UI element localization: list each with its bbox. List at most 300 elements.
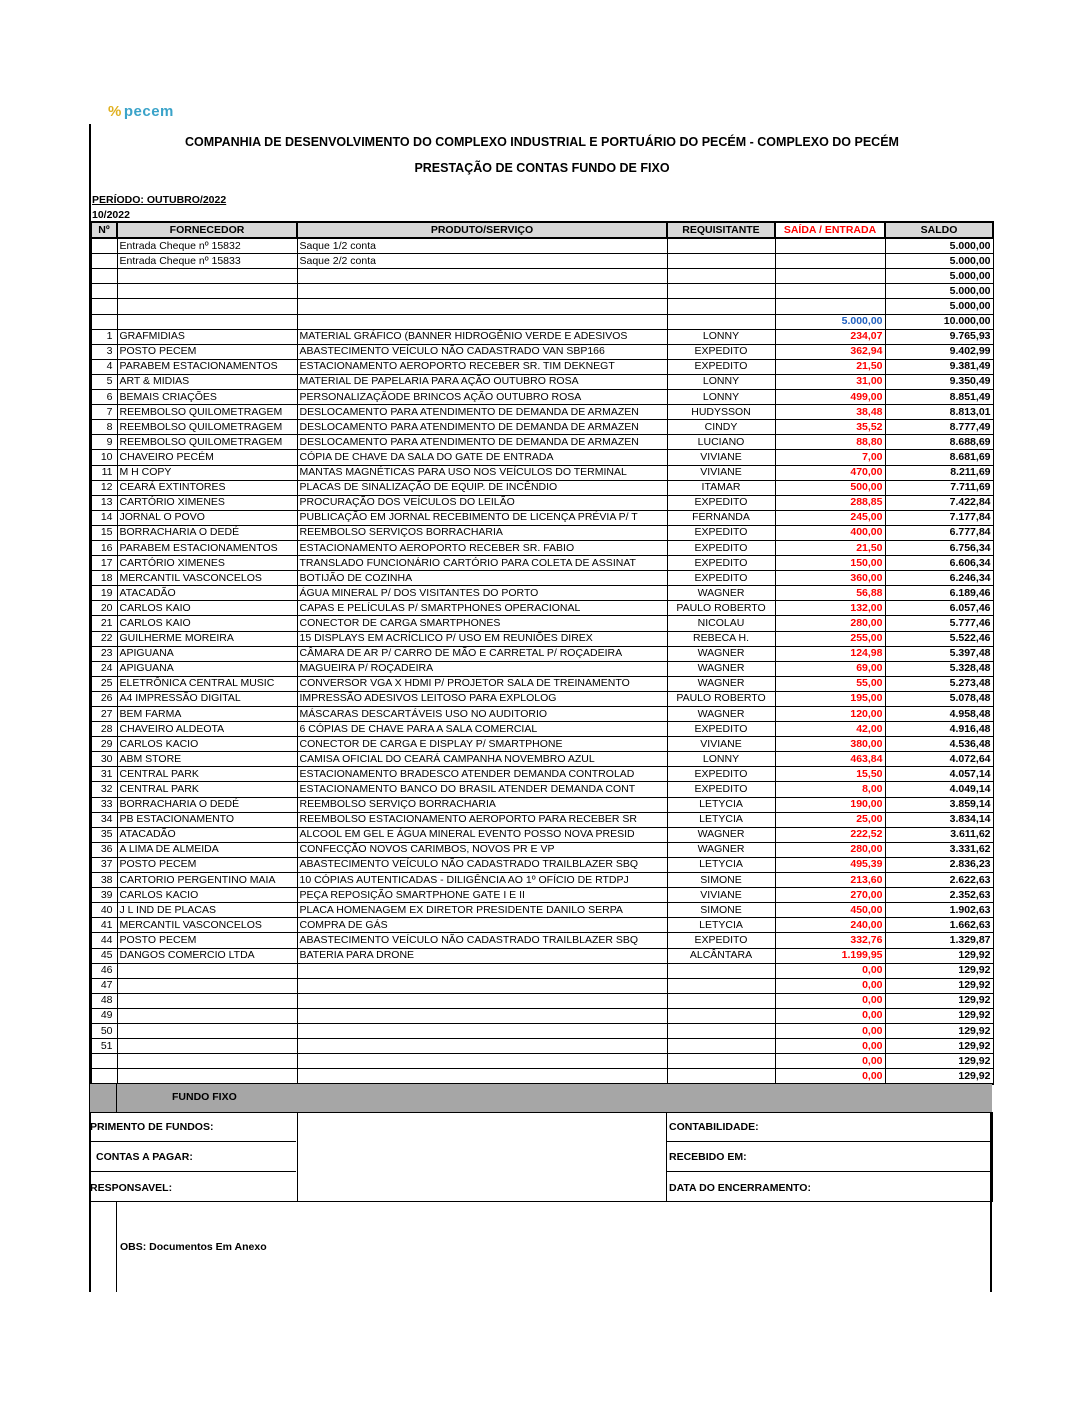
row-number: 25 (91, 676, 117, 691)
row-amount: 1.199,95 (775, 948, 885, 963)
row-balance: 5.000,00 (885, 238, 993, 254)
row-requester (667, 1069, 775, 1085)
row-number: 26 (91, 691, 117, 706)
row-number: 29 (91, 737, 117, 752)
pecem-logo (108, 103, 174, 120)
table-row (91, 616, 993, 631)
row-supplier: J L IND DE PLACAS (117, 903, 297, 918)
row-number (91, 269, 117, 284)
row-number: 15 (91, 525, 117, 540)
row-balance: 8.851,49 (885, 390, 993, 405)
table-row (91, 707, 993, 722)
row-number: 50 (91, 1023, 117, 1038)
col-header-product: PRODUTO/SERVIÇO (297, 222, 667, 238)
row-number: 16 (91, 540, 117, 555)
row-requester: FERNANDA (667, 510, 775, 525)
row-supplier: Entrada Cheque nº 15833 (117, 254, 297, 269)
row-requester: EXPEDITO (667, 525, 775, 540)
col-header-supplier: FORNECEDOR (117, 222, 297, 238)
row-amount: 380,00 (775, 737, 885, 752)
footer-divider-4 (666, 1171, 991, 1172)
table-row (91, 405, 993, 420)
table-row (91, 888, 993, 903)
row-supplier: APIGUANA (117, 646, 297, 661)
row-amount: 69,00 (775, 661, 885, 676)
table-row (91, 269, 993, 284)
row-balance: 5.777,46 (885, 616, 993, 631)
row-number: 36 (91, 842, 117, 857)
row-supplier: MERCANTIL VASCONCELOS (117, 571, 297, 586)
row-product: 6 CÓPIAS DE CHAVE PARA A SALA COMERCIAL (297, 722, 667, 737)
row-supplier (117, 1008, 297, 1023)
row-product: REEMBOLSO SERVIÇO BORRACHARIA (297, 797, 667, 812)
row-supplier: GUILHERME MOREIRA (117, 631, 297, 646)
row-requester: LONNY (667, 329, 775, 344)
row-requester: EXPEDITO (667, 782, 775, 797)
row-amount: 25,00 (775, 812, 885, 827)
row-balance: 7.422,84 (885, 495, 993, 510)
table-row (91, 480, 993, 495)
table-row (91, 525, 993, 540)
row-supplier: CARLOS KAIO (117, 601, 297, 616)
table-row (91, 571, 993, 586)
row-supplier: A LIMA DE ALMEIDA (117, 842, 297, 857)
row-supplier: ATACADÃO (117, 586, 297, 601)
row-number: 4 (91, 359, 117, 374)
row-amount: 463,84 (775, 752, 885, 767)
row-supplier: GRAFMIDIAS (117, 329, 297, 344)
row-requester: EXPEDITO (667, 344, 775, 359)
row-product (297, 978, 667, 993)
row-product: MATERIAL DE PAPELARIA PARA AÇÃO OUTUBRO ROSA (297, 374, 667, 389)
row-requester: VIVIANE (667, 888, 775, 903)
col-header-number: Nº (91, 222, 117, 238)
col-header-requester: REQUISITANTE (667, 222, 775, 238)
row-balance: 6.756,34 (885, 540, 993, 555)
row-product (297, 269, 667, 284)
col-header-amount: SAÍDA / ENTRADA (775, 222, 885, 238)
row-supplier: M H COPY (117, 465, 297, 480)
row-number: 48 (91, 993, 117, 1008)
row-product (297, 963, 667, 978)
row-product: ESTACIONAMENTO AEROPORTO RECEBER SR. FABIO (297, 540, 667, 555)
row-balance: 129,92 (885, 1023, 993, 1038)
row-balance: 129,92 (885, 993, 993, 1008)
row-product: ABASTECIMENTO VEÍCULO NÃO CADASTRADO TRAILBLAZER SBQ (297, 933, 667, 948)
row-number: 17 (91, 556, 117, 571)
row-supplier: CENTRAL PARK (117, 767, 297, 782)
row-balance: 3.834,14 (885, 812, 993, 827)
row-number: 14 (91, 510, 117, 525)
table-row (91, 510, 993, 525)
row-amount: 222,52 (775, 827, 885, 842)
row-number: 51 (91, 1039, 117, 1054)
row-supplier (117, 978, 297, 993)
row-balance: 8.681,69 (885, 450, 993, 465)
expenses-table (90, 221, 994, 1085)
row-product: 15 DISPLAYS EM ACRÍCLICO P/ USO EM REUNIÕES DIREX (297, 631, 667, 646)
row-balance: 4.072,64 (885, 752, 993, 767)
row-supplier: POSTO PECEM (117, 857, 297, 872)
row-amount: 255,00 (775, 631, 885, 646)
row-supplier (117, 284, 297, 299)
table-header (91, 222, 993, 238)
row-amount: 0,00 (775, 1008, 885, 1023)
row-supplier (117, 963, 297, 978)
row-number: 19 (91, 586, 117, 601)
row-supplier: CARLOS KAIO (117, 616, 297, 631)
row-requester: ALCÂNTARA (667, 948, 775, 963)
row-product: MÁSCARAS DESCARTÁVEIS USO NO AUDITORIO (297, 707, 667, 722)
row-amount: 280,00 (775, 842, 885, 857)
row-requester (667, 1008, 775, 1023)
row-balance: 4.536,48 (885, 737, 993, 752)
row-product: ESTACIONAMENTO BRADESCO ATENDER DEMANDA CONTROLAD (297, 767, 667, 782)
row-balance: 5.000,00 (885, 299, 993, 314)
table-row (91, 691, 993, 706)
table-row (91, 827, 993, 842)
row-requester (667, 254, 775, 269)
row-number: 23 (91, 646, 117, 661)
row-requester: LETYCIA (667, 918, 775, 933)
row-product: PLACAS DE SINALIZAÇÃO DE EQUIP. DE INCÊNDIO (297, 480, 667, 495)
row-number: 45 (91, 948, 117, 963)
row-balance: 5.273,48 (885, 676, 993, 691)
row-requester: LONNY (667, 374, 775, 389)
row-supplier: CARLOS KACIO (117, 737, 297, 752)
row-requester: WAGNER (667, 842, 775, 857)
table-row (91, 1008, 993, 1023)
suprimento-label: PRIMENTO DE FUNDOS: (90, 1121, 214, 1133)
row-requester: PAULO ROBERTO (667, 691, 775, 706)
row-supplier: BEM FARMA (117, 707, 297, 722)
table-row (91, 314, 993, 329)
row-requester: ITAMAR (667, 480, 775, 495)
row-product: 10 CÓPIAS AUTENTICADAS - DILIGÊNCIA AO 1º OFÍCIO DE RTDPJ (297, 873, 667, 888)
row-amount: 0,00 (775, 1023, 885, 1038)
row-number: 21 (91, 616, 117, 631)
table-row (91, 254, 993, 269)
row-supplier (117, 993, 297, 1008)
row-requester (667, 1054, 775, 1069)
row-balance: 4.916,48 (885, 722, 993, 737)
row-number: 6 (91, 390, 117, 405)
row-amount: 470,00 (775, 465, 885, 480)
row-balance: 5.078,48 (885, 691, 993, 706)
table-row (91, 329, 993, 344)
row-product: CAMISA OFICIAL DO CEARÁ CAMPANHA NOVEMBRO AZUL (297, 752, 667, 767)
row-balance: 5.522,46 (885, 631, 993, 646)
row-balance: 6.246,34 (885, 571, 993, 586)
row-supplier: BEMAIS CRIAÇÕES (117, 390, 297, 405)
table-row (91, 540, 993, 555)
row-amount (775, 269, 885, 284)
row-number: 7 (91, 405, 117, 420)
row-product: BATERIA PARA DRONE (297, 948, 667, 963)
row-product: IMPRESSÃO ADESIVOS LEITOSO PARA EXPLOLOG (297, 691, 667, 706)
table-row (91, 963, 993, 978)
row-product: CAPAS E PELÍCULAS P/ SMARTPHONES OPERACIONAL (297, 601, 667, 616)
row-number: 12 (91, 480, 117, 495)
row-product: ÁGUA MINERAL P/ DOS VISITANTES DO PORTO (297, 586, 667, 601)
row-amount: 15,50 (775, 767, 885, 782)
row-requester: VIVIANE (667, 737, 775, 752)
row-requester (667, 978, 775, 993)
table-row (91, 1069, 993, 1085)
row-supplier: Entrada Cheque nº 15832 (117, 238, 297, 254)
row-product (297, 1008, 667, 1023)
row-balance: 8.211,69 (885, 465, 993, 480)
table-row (91, 722, 993, 737)
table-row (91, 767, 993, 782)
row-requester (667, 1039, 775, 1054)
row-amount (775, 284, 885, 299)
row-supplier (117, 1039, 297, 1054)
row-balance: 9.381,49 (885, 359, 993, 374)
row-requester: NICOLAU (667, 616, 775, 631)
row-supplier: ART & MIDIAS (117, 374, 297, 389)
footer-divider-3 (666, 1141, 991, 1142)
table-row (91, 465, 993, 480)
row-balance: 129,92 (885, 978, 993, 993)
row-supplier: REEMBOLSO QUILOMETRAGEM (117, 405, 297, 420)
row-amount: 234,07 (775, 329, 885, 344)
row-balance: 2.622,63 (885, 873, 993, 888)
row-requester (667, 963, 775, 978)
row-product: ESTACIONAMENTO BANCO DO BRASIL ATENDER DEMANDA CONT (297, 782, 667, 797)
row-supplier: DANGOS COMERCIO LTDA (117, 948, 297, 963)
row-product: ABASTECIMENTO VEÍCULO NÃO CADASTRADO TRAILBLAZER SBQ (297, 857, 667, 872)
row-amount: 88,80 (775, 435, 885, 450)
row-requester (667, 314, 775, 329)
row-amount: 0,00 (775, 1069, 885, 1085)
row-amount: 213,60 (775, 873, 885, 888)
table-row (91, 1023, 993, 1038)
row-requester: EXPEDITO (667, 722, 775, 737)
row-balance: 5.000,00 (885, 269, 993, 284)
row-supplier: BORRACHARIA O DEDÉ (117, 525, 297, 540)
row-product (297, 993, 667, 1008)
row-amount (775, 254, 885, 269)
row-number: 24 (91, 661, 117, 676)
row-product (297, 1069, 667, 1085)
table-row (91, 495, 993, 510)
row-amount: 5.000,00 (775, 314, 885, 329)
row-supplier (117, 269, 297, 284)
row-supplier: APIGUANA (117, 661, 297, 676)
row-supplier: JORNAL O POVO (117, 510, 297, 525)
row-supplier (117, 1023, 297, 1038)
row-product: TRANSLADO FUNCIONÁRIO CARTÓRIO PARA COLETA DE ASSINAT (297, 556, 667, 571)
row-product: Saque 1/2 conta (297, 238, 667, 254)
row-balance: 9.350,49 (885, 374, 993, 389)
row-product: ABASTECIMENTO VEÍCULO NÃO CADASTRADO VAN SBP166 (297, 344, 667, 359)
row-amount: 0,00 (775, 978, 885, 993)
row-balance: 8.813,01 (885, 405, 993, 420)
table-row (91, 842, 993, 857)
row-balance: 129,92 (885, 1069, 993, 1085)
row-supplier: ATACADÃO (117, 827, 297, 842)
row-number: 31 (91, 767, 117, 782)
row-balance: 6.189,46 (885, 586, 993, 601)
row-supplier: CARTÓRIO XIMENES (117, 556, 297, 571)
row-supplier: CENTRAL PARK (117, 782, 297, 797)
row-amount: 240,00 (775, 918, 885, 933)
row-balance: 5.328,48 (885, 661, 993, 676)
row-product: DESLOCAMENTO PARA ATENDIMENTO DE DEMANDA DE ARMAZEN (297, 420, 667, 435)
row-requester: LUCIANO (667, 435, 775, 450)
row-balance: 5.397,48 (885, 646, 993, 661)
row-supplier (117, 299, 297, 314)
row-amount: 288,85 (775, 495, 885, 510)
row-requester: HUDYSSON (667, 405, 775, 420)
row-product (297, 1039, 667, 1054)
table-row (91, 450, 993, 465)
row-requester: WAGNER (667, 827, 775, 842)
row-number: 33 (91, 797, 117, 812)
table-row (91, 933, 993, 948)
encerramento-label: DATA DO ENCERRAMENTO: (669, 1182, 811, 1194)
row-balance: 1.902,63 (885, 903, 993, 918)
row-balance: 6.777,84 (885, 525, 993, 540)
row-product (297, 314, 667, 329)
row-balance: 3.611,62 (885, 827, 993, 842)
table-row (91, 586, 993, 601)
row-amount: 0,00 (775, 993, 885, 1008)
row-supplier: ELETRÔNICA CENTRAL MUSIC (117, 676, 297, 691)
row-balance: 3.331,62 (885, 842, 993, 857)
row-amount: 195,00 (775, 691, 885, 706)
row-supplier: CEARÁ EXTINTORES (117, 480, 297, 495)
row-number: 44 (91, 933, 117, 948)
table-row (91, 1039, 993, 1054)
table-row (91, 344, 993, 359)
table-row (91, 420, 993, 435)
row-amount (775, 299, 885, 314)
row-requester: EXPEDITO (667, 767, 775, 782)
row-number: 20 (91, 601, 117, 616)
table-row (91, 797, 993, 812)
row-requester: SIMONE (667, 873, 775, 888)
row-balance: 7.711,69 (885, 480, 993, 495)
row-amount: 0,00 (775, 963, 885, 978)
row-product (297, 1023, 667, 1038)
row-balance: 5.000,00 (885, 284, 993, 299)
row-balance: 2.352,63 (885, 888, 993, 903)
row-requester: LONNY (667, 390, 775, 405)
row-product: CONECTOR DE CARGA SMARTPHONES (297, 616, 667, 631)
obs-divider (116, 1202, 117, 1292)
row-requester: VIVIANE (667, 465, 775, 480)
row-balance: 9.402,99 (885, 344, 993, 359)
row-number: 30 (91, 752, 117, 767)
table-row (91, 812, 993, 827)
pecem-logo-mark: % (108, 103, 122, 120)
row-number: 11 (91, 465, 117, 480)
row-product: PEÇA REPOSIÇÃO SMARTPHONE GATE I E II (297, 888, 667, 903)
row-product: PROCURAÇÃO DOS VEÍCULOS DO LEILÃO (297, 495, 667, 510)
row-requester: EXPEDITO (667, 933, 775, 948)
row-product: PLACA HOMENAGEM EX DIRETOR PRESIDENTE DANILO SERPA (297, 903, 667, 918)
table-row (91, 238, 993, 254)
table-row (91, 978, 993, 993)
table-row (91, 737, 993, 752)
table-row (91, 948, 993, 963)
table-row (91, 661, 993, 676)
row-number: 18 (91, 571, 117, 586)
obs-note: OBS: Documentos Em Anexo (120, 1241, 267, 1253)
month-label: 10/2022 (92, 209, 130, 221)
contas-label: CONTAS A PAGAR: (96, 1151, 193, 1163)
row-requester: EXPEDITO (667, 359, 775, 374)
row-requester: EXPEDITO (667, 556, 775, 571)
row-balance: 10.000,00 (885, 314, 993, 329)
row-product: CONFECÇÃO NOVOS CARIMBOS, NOVOS PR E VP (297, 842, 667, 857)
row-amount: 499,00 (775, 390, 885, 405)
row-product: COMPRA DE GÁS (297, 918, 667, 933)
row-product: ESTACIONAMENTO AEROPORTO RECEBER SR. TIM DEKNEGT (297, 359, 667, 374)
row-number: 3 (91, 344, 117, 359)
row-requester: LONNY (667, 752, 775, 767)
row-balance: 4.958,48 (885, 707, 993, 722)
row-requester: EXPEDITO (667, 540, 775, 555)
recebido-label: RECEBIDO EM: (669, 1151, 747, 1163)
footer-divider-2 (90, 1171, 296, 1172)
row-amount: 56,88 (775, 586, 885, 601)
row-amount: 8,00 (775, 782, 885, 797)
row-balance: 3.859,14 (885, 797, 993, 812)
table-row (91, 782, 993, 797)
row-number: 13 (91, 495, 117, 510)
row-requester: LETYCIA (667, 812, 775, 827)
row-supplier (117, 1054, 297, 1069)
row-requester (667, 238, 775, 254)
row-product: CÓPIA DE CHAVE DA SALA DO GATE DE ENTRADA (297, 450, 667, 465)
row-number: 1 (91, 329, 117, 344)
row-requester: VIVIANE (667, 450, 775, 465)
row-amount: 495,39 (775, 857, 885, 872)
row-balance: 4.057,14 (885, 767, 993, 782)
pecem-logo-text: pecem (123, 103, 174, 120)
row-requester: SIMONE (667, 903, 775, 918)
row-requester (667, 993, 775, 1008)
row-balance: 4.049,14 (885, 782, 993, 797)
row-product: CONECTOR DE CARGA E DISPLAY P/ SMARTPHONE (297, 737, 667, 752)
table-row (91, 993, 993, 1008)
row-product: REEMBOLSO SERVIÇOS BORRACHARIA (297, 525, 667, 540)
row-amount: 21,50 (775, 540, 885, 555)
table-row (91, 903, 993, 918)
row-supplier: CARTORIO PERGENTINO MAIA (117, 873, 297, 888)
row-number: 9 (91, 435, 117, 450)
table-row (91, 284, 993, 299)
table-row (91, 873, 993, 888)
row-supplier: CARTÓRIO XIMENES (117, 495, 297, 510)
row-supplier: POSTO PECEM (117, 933, 297, 948)
row-supplier: REEMBOLSO QUILOMETRAGEM (117, 420, 297, 435)
table-row (91, 646, 993, 661)
row-product: PUBLICAÇÃO EM JORNAL RECEBIMENTO DE LICENÇA PRÉVIA P/ T (297, 510, 667, 525)
row-number: 46 (91, 963, 117, 978)
row-balance: 5.000,00 (885, 254, 993, 269)
company-title: COMPANHIA DE DESENVOLVIMENTO DO COMPLEXO INDUSTRIAL E PORTUÁRIO DO PECÉM - COMPLEXO DO PECÉM (185, 135, 899, 149)
row-amount: 120,00 (775, 707, 885, 722)
row-amount: 450,00 (775, 903, 885, 918)
row-balance: 129,92 (885, 1039, 993, 1054)
table-row (91, 918, 993, 933)
row-amount: 270,00 (775, 888, 885, 903)
row-number (91, 314, 117, 329)
